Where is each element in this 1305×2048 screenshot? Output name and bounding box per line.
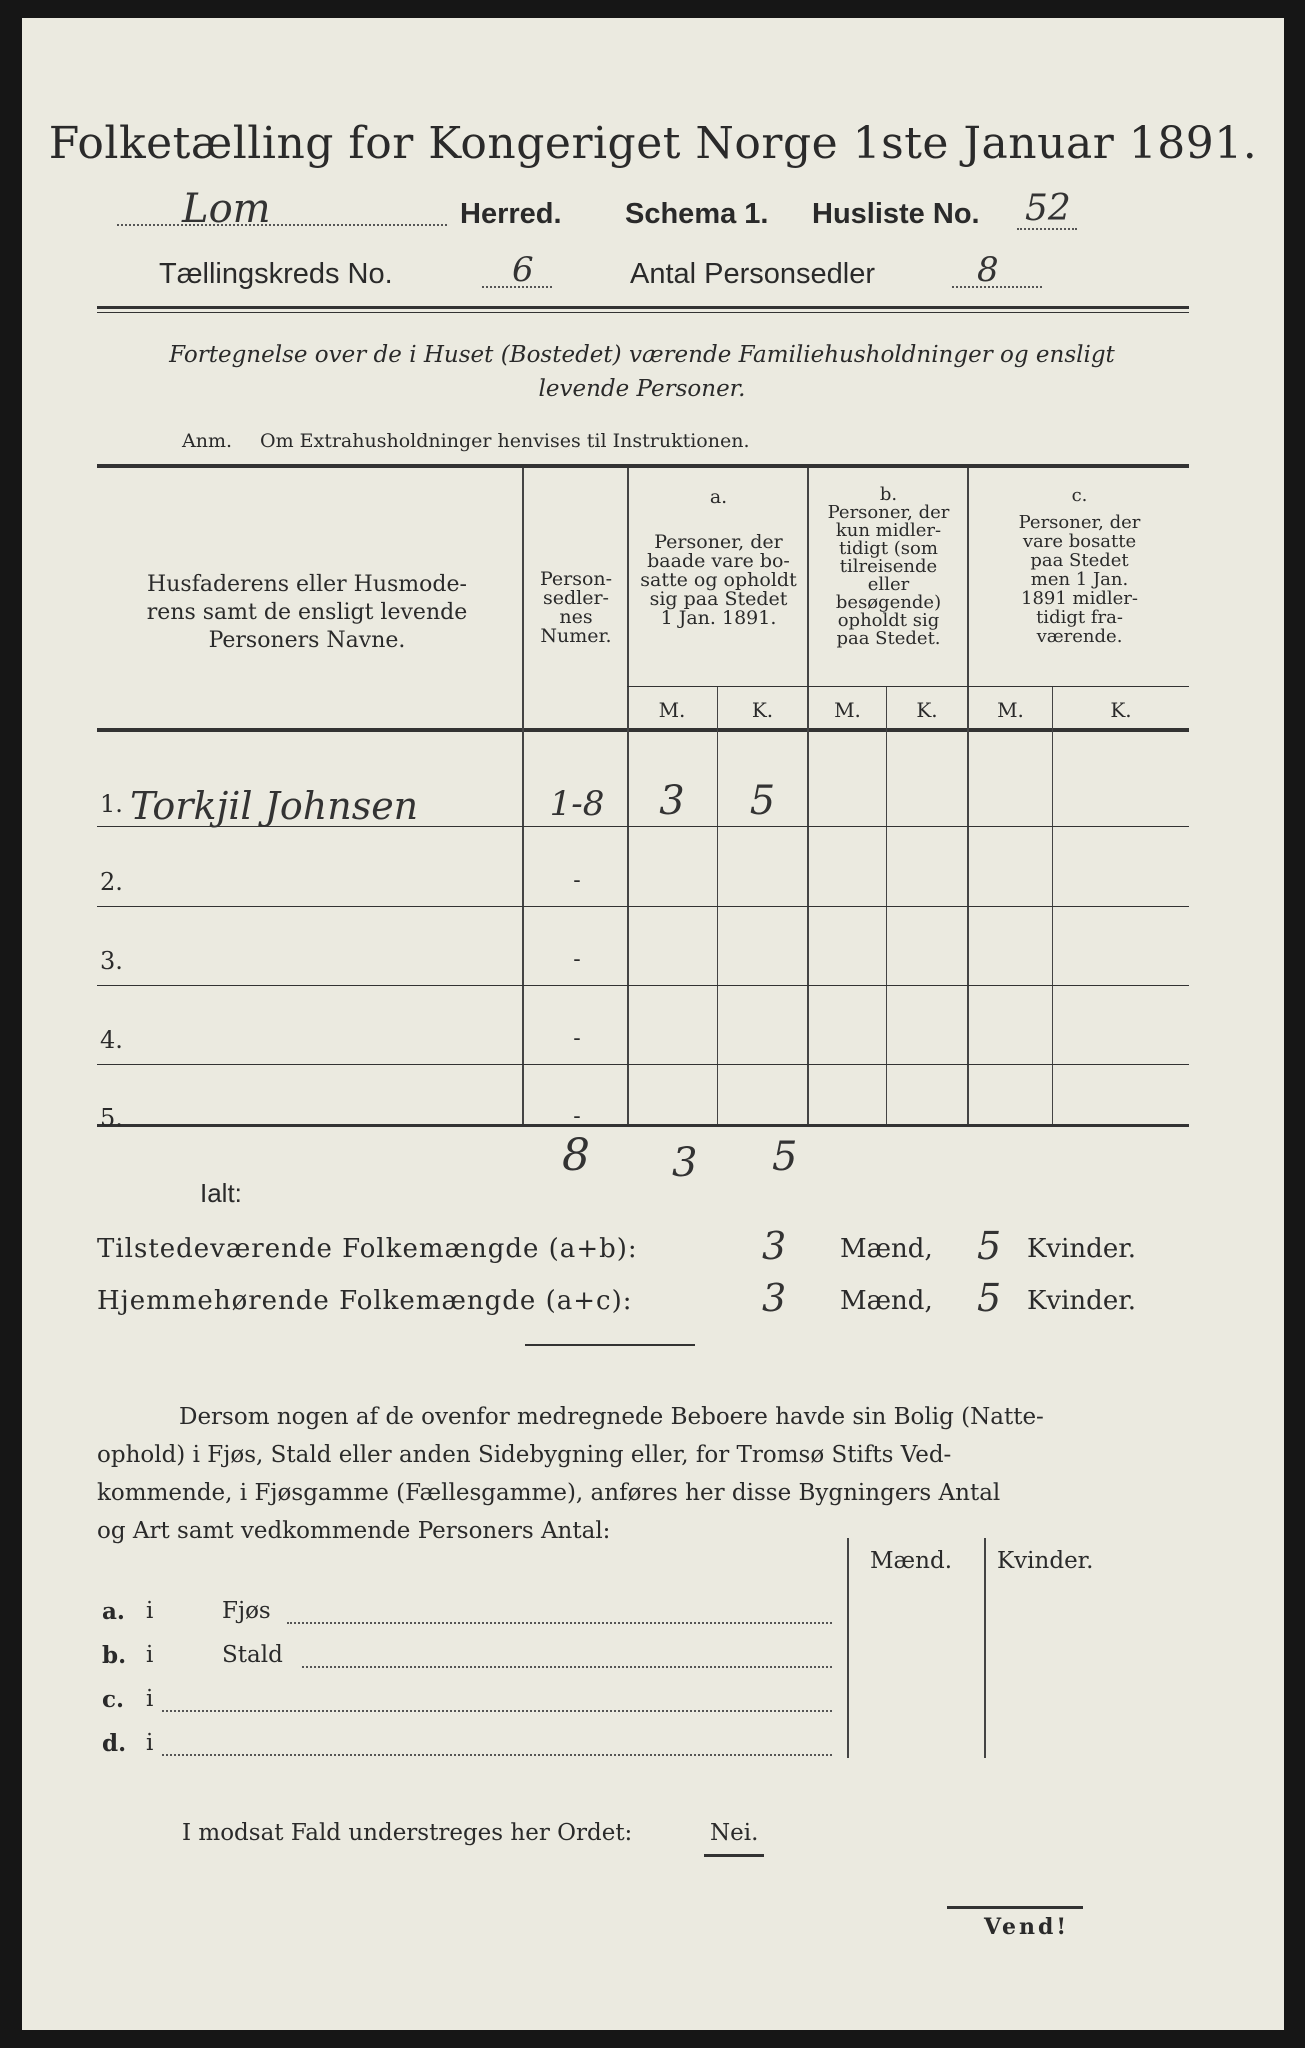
table-header-bottom-rule [97,728,1189,732]
tilstede-m: 3 [762,1224,787,1268]
col-divider-a [807,468,809,1124]
mk-header-rule [627,686,1189,687]
col-a-header: a. Personer, der baade vare bo- satte og opholdt sig paa Stedet 1 Jan. 1891. [640,486,797,629]
tilstede-label: Tilstedeværende Folkemængde (a+b): [97,1234,638,1264]
antal-label: Antal Personsedler [630,258,876,290]
col-num-header: Person- sedler- nes Numer. [539,568,613,647]
table-top-rule [97,464,1189,468]
ialt-m: 3 [672,1140,698,1186]
schema-label: Schema 1. [625,198,769,230]
husliste-dotline [1017,228,1077,230]
building-letter: b. [102,1642,127,1669]
antal-value: 8 [977,250,999,290]
husliste-value: 52 [1025,188,1071,229]
col-divider-b [967,468,969,1124]
vend-rule [947,1906,1083,1909]
building-dotline [287,1622,832,1624]
col-divider-b-mk [886,686,887,1124]
row-rule-4 [97,1064,1189,1065]
col-divider-c-mk [1052,686,1053,1124]
table-bottom-rule [97,1124,1189,1127]
row-rule-2 [97,906,1189,907]
col-b-header: b. Personer, der kun midler- tidigt (som tilreisende eller besøgende) opholdt sig paa Stedet. [827,484,950,649]
herred-dotline [117,224,447,226]
ialt-label: Ialt: [200,1178,242,1208]
buildings-maend-label: Mænd. [870,1548,953,1574]
building-letter: d. [102,1730,127,1757]
row-number: 5. [100,1104,123,1132]
form-title: Folketælling for Kongeriget Norge 1ste Januar 1891. [48,118,1258,169]
nei-underline [704,1854,764,1857]
tilstede-kvinder: Kvinder. [1027,1234,1137,1264]
person-sedler-num: - [573,947,581,972]
modsat-text: I modsat Fald understreges her Ordet: [182,1820,633,1846]
hjemme-label: Hjemmehørende Folkemængde (a+c): [97,1286,633,1316]
anm-text: Om Extrahusholdninger henvises til Instruktionen. [260,430,750,452]
building-dotline [302,1666,832,1668]
person-sedler-num: - [573,1104,581,1129]
building-letter: a. [102,1598,125,1625]
hjemme-kvinder: Kvinder. [1027,1286,1137,1316]
row-number: 2. [100,868,123,896]
b-k-label: K. [916,698,938,722]
person-sedler-num: 1-8 [549,784,605,824]
husliste-label: Husliste No. [812,198,980,230]
a-k-value: 5 [749,778,776,824]
b-m-label: M. [834,698,861,722]
section-divider [525,1344,695,1346]
row-rule-3 [97,985,1189,986]
building-dotline [162,1754,832,1756]
row-number: 1. [100,790,123,818]
building-i: i [146,1686,154,1712]
anm-label: Anm. [182,430,233,452]
building-i: i [146,1598,154,1624]
herred-value: Lom [182,186,271,232]
tilstede-k: 5 [977,1224,1002,1268]
col-divider-name [522,468,524,1124]
nei-word: Nei. [710,1820,759,1846]
row-number: 3. [100,947,123,975]
ialt-k: 5 [772,1134,798,1180]
building-i: i [146,1730,154,1756]
building-letter: c. [102,1686,125,1713]
vend-text: Vend! [984,1914,1070,1940]
kreds-label: Tællingskreds No. [159,258,393,290]
building-name: Stald [222,1642,283,1668]
buildings-divider-2 [984,1538,986,1758]
buildings-kvinder-label: Kvinder. [997,1548,1094,1574]
c-m-label: M. [997,698,1024,722]
col-c-header: c. Personer, der vare bosatte paa Stedet men 1 Jan. 1891 midler- tidigt fra- værende. [1018,485,1141,647]
bolig-paragraph: Dersom nogen af de ovenfor medregnede Beboere havde sin Bolig (Natte- ophold) i Fjøs, Stald eller anden Sidebygning eller, for Tromsø Stifts Ved- kommende, i Fjøsgamme (Fællesgamme), anføres her disse Bygningers Antal og Art samt vedkommende Personers Antal: [97,1404,1044,1544]
herred-label: Herred. [460,198,562,230]
a-m-value: 3 [659,778,685,824]
header-rule-thin [97,312,1189,313]
hjemme-m: 3 [762,1276,787,1320]
building-i: i [146,1642,154,1668]
a-k-label: K. [751,698,774,722]
buildings-divider-1 [847,1538,849,1758]
person-name: Torkjil Johnsen [130,784,419,828]
ialt-num: 8 [562,1130,590,1181]
building-dotline [162,1710,832,1712]
row-number: 4. [100,1026,123,1054]
intro-line2: levende Personer. [538,376,746,402]
kreds-value: 6 [512,250,534,290]
hjemme-maend: Mænd, [840,1286,933,1316]
header-rule [97,306,1189,309]
person-sedler-num: - [573,1026,581,1051]
person-sedler-num: - [573,868,581,893]
hjemme-k: 5 [977,1276,1002,1320]
census-form-page [22,18,1284,2030]
c-k-label: K. [1110,698,1132,722]
col-divider-a-mk [717,686,718,1124]
tilstede-maend: Mænd, [840,1234,933,1264]
col-name-header: Husfaderens eller Husmode- rens samt de ensligt levende Personers Navne. [146,572,468,653]
building-name: Fjøs [222,1598,271,1624]
intro-line1: Fortegnelse over de i Huset (Bostedet) værende Familiehusholdninger og ensligt [169,342,1115,368]
a-m-label: M. [658,698,686,722]
